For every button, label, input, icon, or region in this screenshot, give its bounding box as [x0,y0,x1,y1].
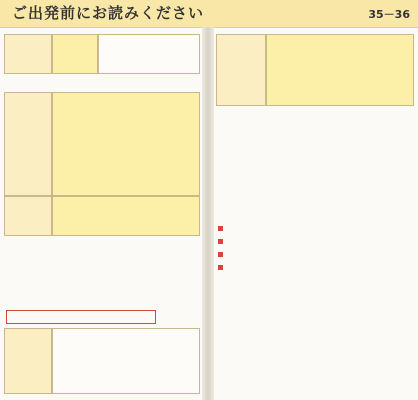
left-section5-row1-label [4,92,52,196]
page-title: ご出発前にお読みください [12,4,205,22]
left-table1-note [98,34,200,74]
left-table1-label [4,34,52,74]
right-section7-item [218,224,412,233]
right-section7-item [218,263,412,272]
left-section5-row1-text [52,92,200,196]
bullet-square-icon [218,265,223,270]
right-table1-label [216,34,266,106]
left-section6-bottom-text [52,328,200,394]
right-section7-item [218,237,412,246]
header-band [0,0,418,28]
right-section7-item [218,250,412,259]
right-page [216,34,414,396]
left-section5-row2-label [4,196,52,236]
bullet-square-icon [218,252,223,257]
book-gutter [202,27,214,400]
left-section5-row2-text [52,196,200,236]
bullet-square-icon [218,239,223,244]
left-table1-cell [52,34,98,74]
page-numbers: 35－36 [368,8,410,21]
right-section7-list [218,224,412,394]
left-section6-body [6,256,198,308]
left-section6-bottom-label [4,328,52,394]
right-section2-body [218,124,412,204]
right-table1-text [266,34,414,106]
bullet-square-icon [218,226,223,231]
left-page [4,34,200,396]
left-section6-red-note [6,310,156,324]
